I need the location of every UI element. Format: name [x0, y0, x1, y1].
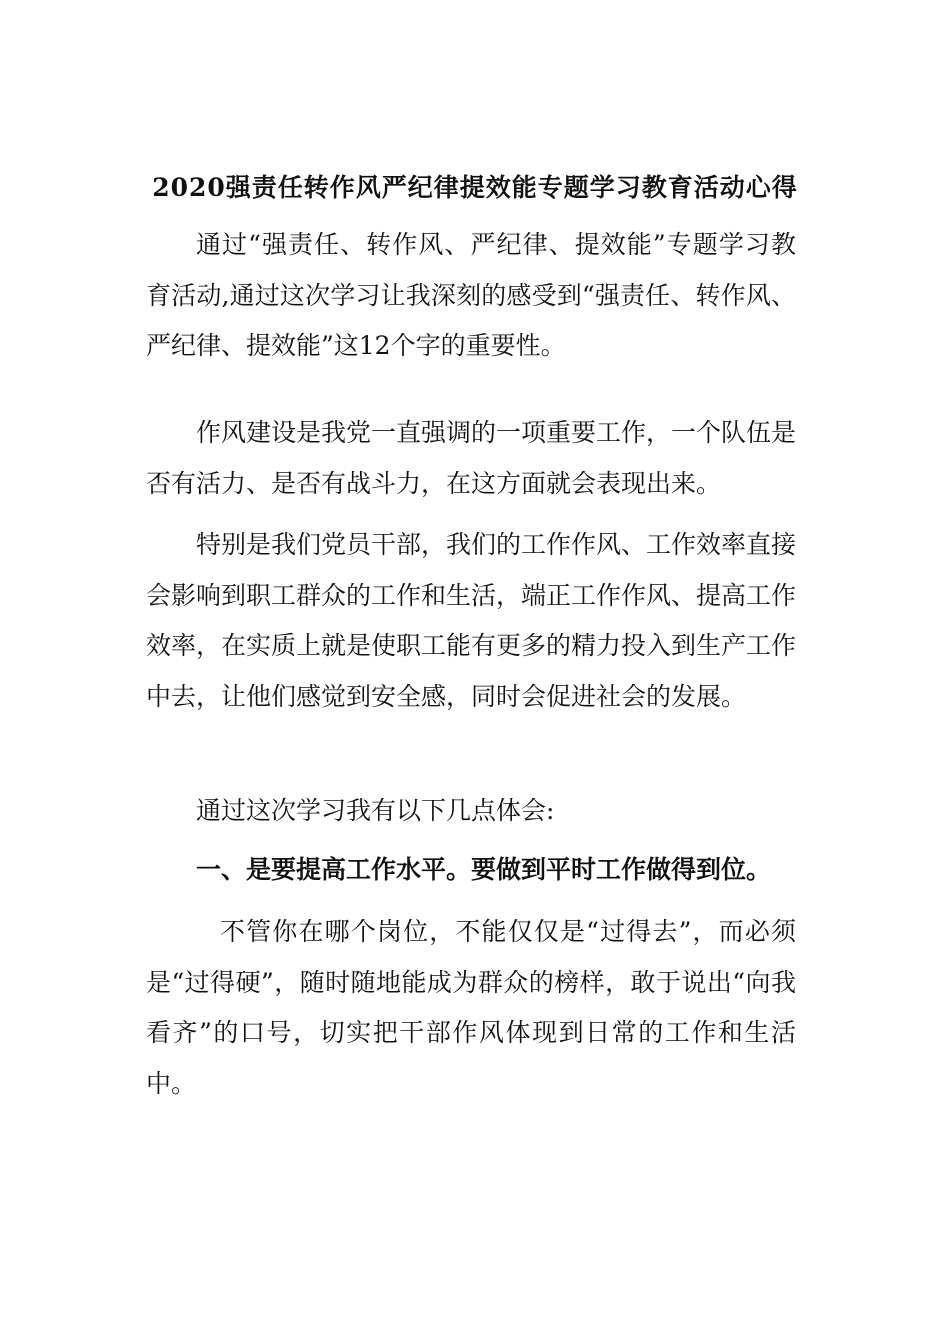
paragraph-intro: 通过“强责任、转作风、严纪律、提效能”专题学习教育活动,通过这次学习让我深刻的感受到“强责任、转作风、严纪律、提效能”这12个字的重要性。 — [146, 230, 796, 360]
document-title: 2020强责任转作风严纪律提效能专题学习教育活动心得 — [152, 173, 798, 202]
paragraph-party-cadres: 特别是我们党员干部，我们的工作作风、工作效率直接会影响到职工群众的工作和生活，端正工作作风、提高工作效率，在实质上就是使职工能有更多的精力投入到生产工作中去，让他们感觉到安全感，同时会促进社会的发展。 — [146, 530, 797, 711]
section-heading: 一、是要提高工作水平。要做到平时工作做得到位。 — [196, 855, 772, 884]
paragraph-style-building: 作风建设是我党一直强调的一项重要工作，一个队伍是否有活力、是否有战斗力，在这方面就会表现出来。 — [146, 418, 797, 498]
paragraph-experience-intro: 通过这次学习我有以下几点体会: — [196, 796, 555, 825]
section-paragraph: 不管你在哪个岗位，不能仅仅是“过得去”，而必须是“过得硬”，随时随地能成为群众的榜样，敢于说出“向我看齐”的口号，切实把干部作风体现到日常的工作和生活中。 — [146, 917, 796, 1098]
